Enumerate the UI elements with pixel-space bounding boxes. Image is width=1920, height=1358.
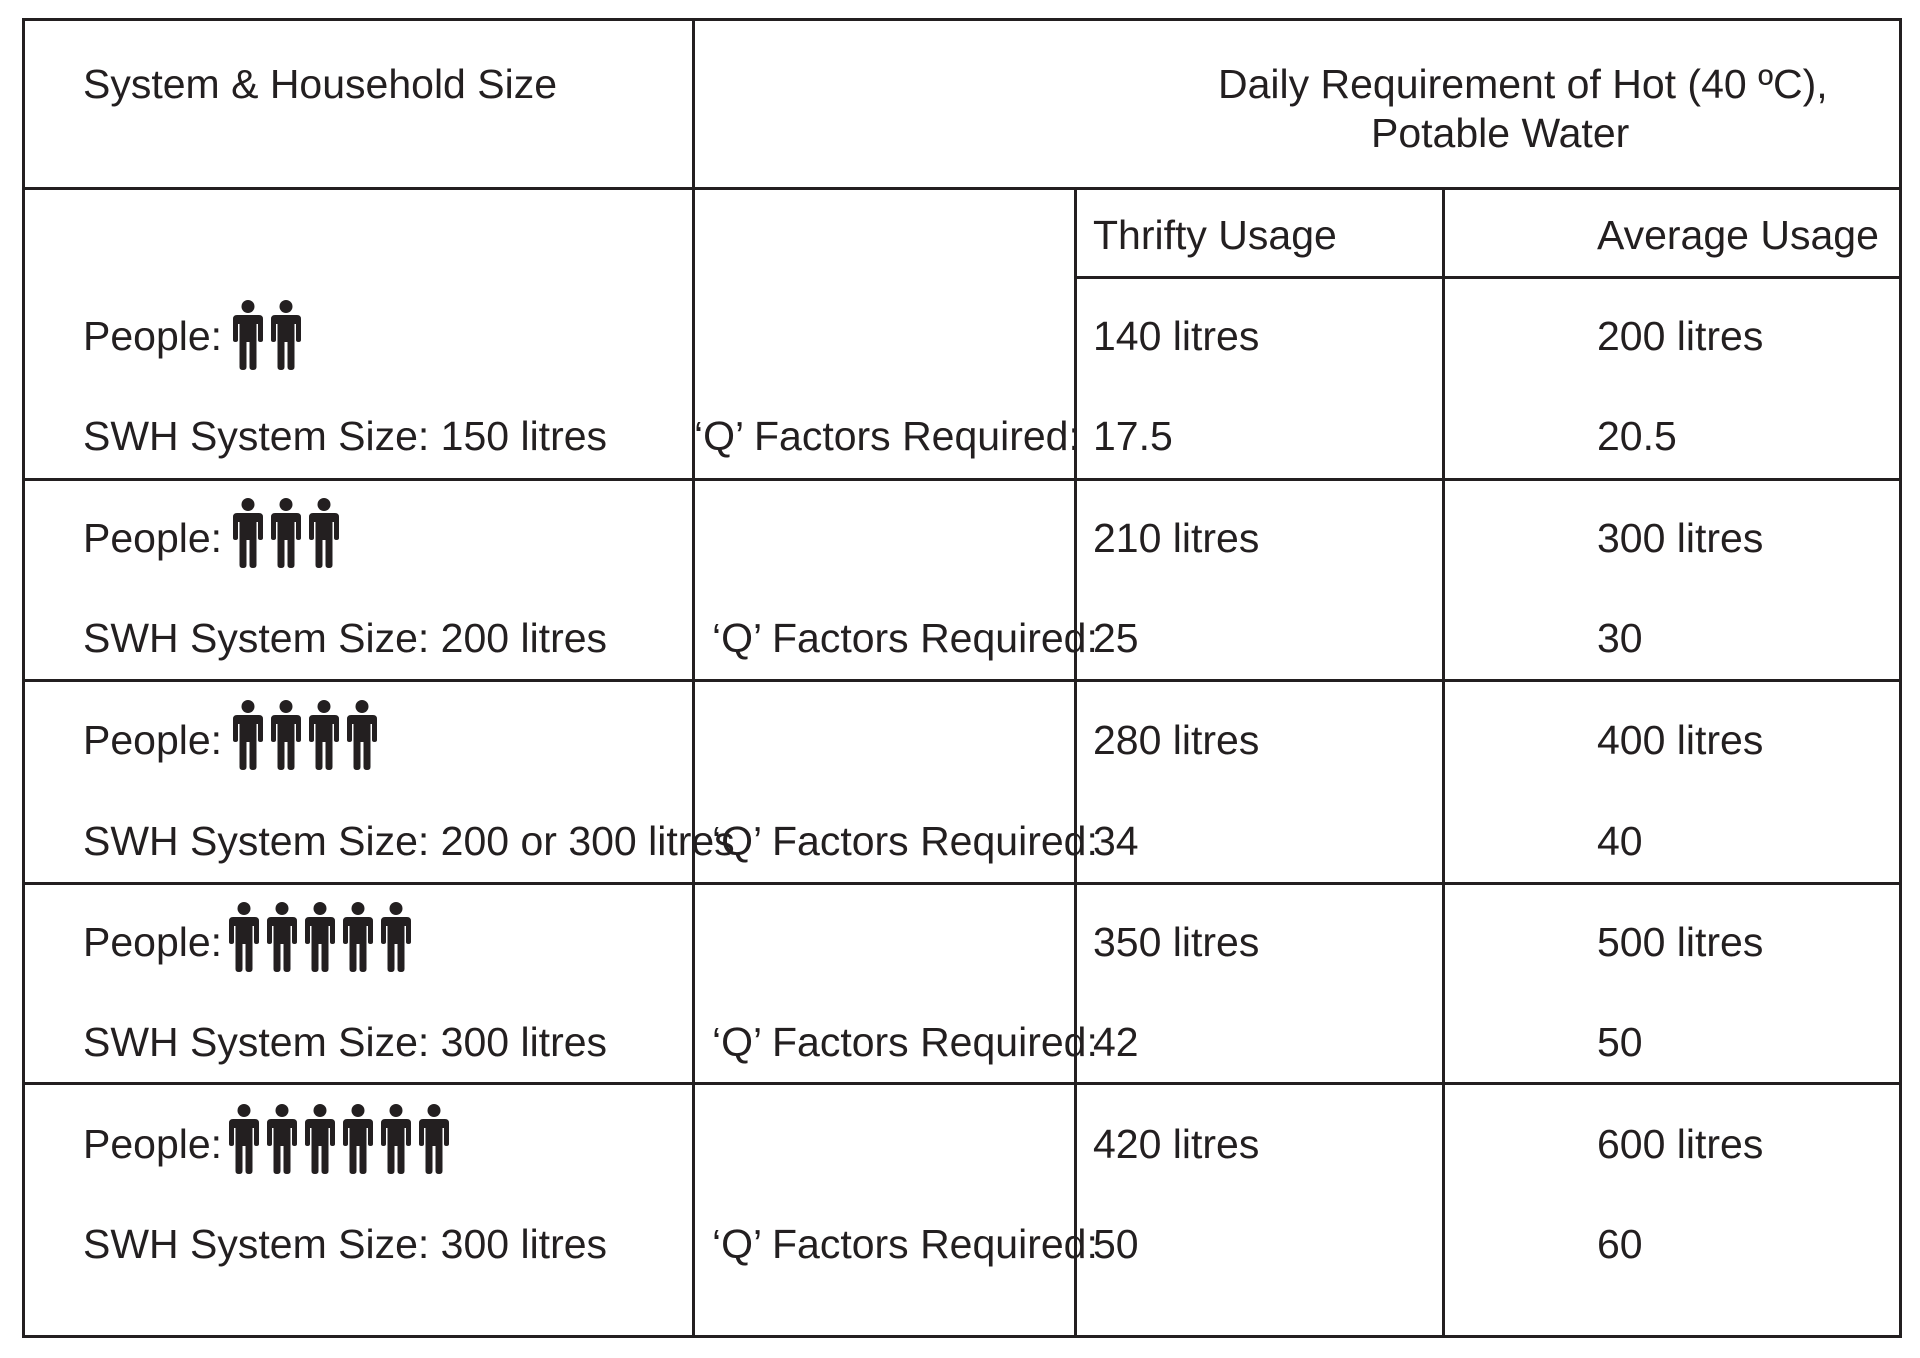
people-icons xyxy=(232,300,302,370)
column-divider xyxy=(692,18,695,1338)
thrifty-q-factor: 34 xyxy=(1093,818,1139,864)
q-factors-label: ‘Q’ Factors Required: xyxy=(712,1019,1098,1065)
system-size: SWH System Size: 300 litres xyxy=(83,1221,608,1267)
thrifty-litres: 140 litres xyxy=(1093,313,1260,359)
average-litres: 200 litres xyxy=(1597,313,1764,359)
system-size: SWH System Size: 200 or 300 litres xyxy=(83,818,735,864)
q-factors-label: ‘Q’ Factors Required: xyxy=(712,1221,1098,1267)
thrifty-q-factor: 50 xyxy=(1093,1221,1139,1267)
person-icon xyxy=(228,902,260,972)
header-daily-requirement: Daily Requirement of Hot (40 ºC), xyxy=(1218,61,1828,107)
people-icons xyxy=(232,498,340,568)
row-divider xyxy=(22,882,1902,885)
system-size: SWH System Size: 300 litres xyxy=(83,1019,608,1065)
system-size: SWH System Size: 200 litres xyxy=(83,615,608,661)
person-icon xyxy=(270,700,302,770)
column-divider xyxy=(1074,187,1077,1338)
thrifty-litres: 350 litres xyxy=(1093,919,1260,965)
q-factors-label: ‘Q’ Factors Required: xyxy=(712,818,1098,864)
person-icon xyxy=(304,1104,336,1174)
person-icon xyxy=(346,700,378,770)
header-system-household-size: System & Household Size xyxy=(83,61,558,107)
header-divider xyxy=(22,187,1902,190)
column-divider xyxy=(1442,187,1445,1338)
person-icon xyxy=(418,1104,450,1174)
person-icon xyxy=(232,498,264,568)
people-icons xyxy=(228,1104,450,1174)
row-divider xyxy=(22,1082,1902,1085)
person-icon xyxy=(232,300,264,370)
people-icons xyxy=(228,902,412,972)
q-factors-label: ‘Q’ Factors Required: xyxy=(712,615,1098,661)
person-icon xyxy=(342,1104,374,1174)
table-border-top xyxy=(22,18,1902,21)
average-litres: 400 litres xyxy=(1597,717,1764,763)
thrifty-litres: 420 litres xyxy=(1093,1121,1260,1167)
average-q-factor: 40 xyxy=(1597,818,1643,864)
average-q-factor: 60 xyxy=(1597,1221,1643,1267)
q-factors-label: ‘Q’ Factors Required: xyxy=(694,413,1080,459)
system-size: SWH System Size: 150 litres xyxy=(83,413,608,459)
average-q-factor: 30 xyxy=(1597,615,1643,661)
thrifty-q-factor: 25 xyxy=(1093,615,1139,661)
header-average-usage: Average Usage xyxy=(1597,212,1879,258)
average-litres: 600 litres xyxy=(1597,1121,1764,1167)
table-border-bottom xyxy=(22,1335,1902,1338)
thrifty-q-factor: 17.5 xyxy=(1093,413,1173,459)
average-q-factor: 50 xyxy=(1597,1019,1643,1065)
person-icon xyxy=(380,1104,412,1174)
people-label: People: xyxy=(83,1121,223,1167)
thrifty-litres: 210 litres xyxy=(1093,515,1260,561)
table-border-right xyxy=(1899,18,1902,1338)
average-q-factor: 20.5 xyxy=(1597,413,1677,459)
person-icon xyxy=(266,902,298,972)
people-label: People: xyxy=(83,919,223,965)
person-icon xyxy=(270,498,302,568)
person-icon xyxy=(304,902,336,972)
person-icon xyxy=(270,300,302,370)
header-thrifty-usage: Thrifty Usage xyxy=(1093,212,1337,258)
person-icon xyxy=(308,498,340,568)
people-label: People: xyxy=(83,313,223,359)
people-label: People: xyxy=(83,717,223,763)
person-icon xyxy=(342,902,374,972)
people-icons xyxy=(232,700,378,770)
thrifty-q-factor: 42 xyxy=(1093,1019,1139,1065)
row-divider xyxy=(22,478,1902,481)
row-divider xyxy=(22,679,1902,682)
header-potable-water: Potable Water xyxy=(1371,110,1630,156)
thrifty-litres: 280 litres xyxy=(1093,717,1260,763)
person-icon xyxy=(232,700,264,770)
people-label: People: xyxy=(83,515,223,561)
person-icon xyxy=(266,1104,298,1174)
person-icon xyxy=(308,700,340,770)
person-icon xyxy=(228,1104,260,1174)
usage-header-divider xyxy=(1076,276,1902,279)
table-border-left xyxy=(22,18,25,1338)
person-icon xyxy=(380,902,412,972)
average-litres: 300 litres xyxy=(1597,515,1764,561)
average-litres: 500 litres xyxy=(1597,919,1764,965)
